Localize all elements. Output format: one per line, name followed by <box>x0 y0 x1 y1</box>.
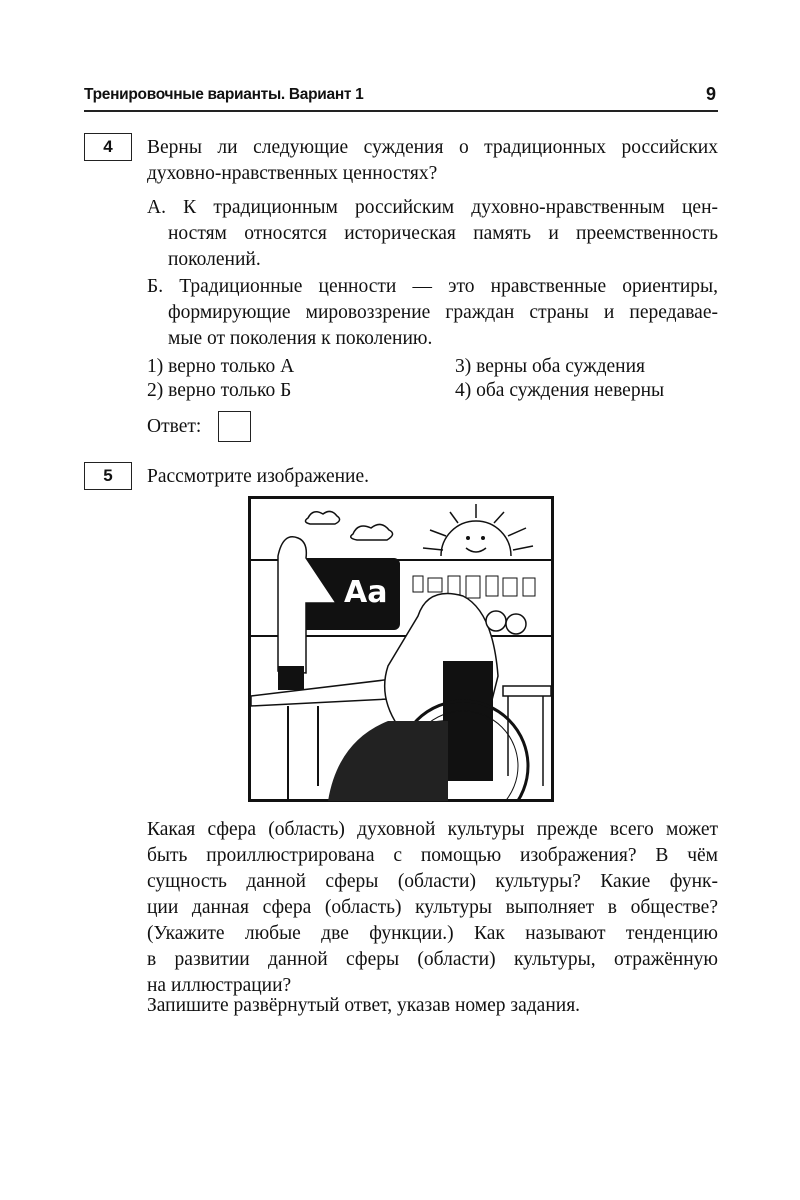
q4-question-line: Верны ли следующие суждения о традиционных российских <box>147 137 718 158</box>
statement-b-line: формирующие мировоззрение граждан страны и передавае- <box>168 302 718 323</box>
q5-text-line: (Укажите любые две функции.) Как называют тенденцию <box>147 923 718 944</box>
question-number-4: 4 <box>84 133 132 161</box>
q5-prompt: Рассмотрите изображение. <box>147 466 370 487</box>
statement-a-line: поколений. <box>168 249 261 270</box>
q5-text-line: быть проиллюстрирована с помощью изображения? В чём <box>147 845 718 866</box>
answer-option-2: 2) верно только Б <box>147 380 292 401</box>
answer-option-3: 3) верны оба суждения <box>455 356 646 377</box>
q5-text-line: Какая сфера (область) духовной культуры прежде всего может <box>147 819 718 840</box>
header-rule <box>84 110 718 112</box>
question-number-5: 5 <box>84 462 132 490</box>
answer-box[interactable] <box>218 411 251 442</box>
q5-text-line: в развитии данной сферы (области) культуры, отражённую <box>147 949 718 970</box>
running-header: Тренировочные варианты. Вариант 1 <box>84 86 364 103</box>
answer-label: Ответ: <box>147 416 202 437</box>
statement-b-line: мые от поколения к поколению. <box>168 328 433 349</box>
q5-instruction: Запишите развёрнутый ответ, указав номер задания. <box>147 995 581 1016</box>
q5-text-line: на иллюстрации? <box>147 975 292 996</box>
classroom-illustration <box>248 496 554 802</box>
answer-option-4: 4) оба суждения неверны <box>455 380 665 401</box>
blackboard-lettering: Aa <box>344 575 388 610</box>
statement-a-line: А. К традиционным российским духовно-нравственным цен- <box>147 197 718 218</box>
q5-text-line: сущность данной сферы (области) культуры? Какие функ- <box>147 871 718 892</box>
page-number: 9 <box>705 84 716 104</box>
q4-question-line: духовно-нравственных ценностях? <box>147 163 438 184</box>
statement-b-line: Б. Традиционные ценности — это нравственные ориентиры, <box>147 276 718 297</box>
q5-text-line: ции данная сфера (область) культуры выполняет в обществе? <box>147 897 718 918</box>
statement-a-line: ностям относятся историческая память и преемственность <box>168 223 718 244</box>
answer-option-1: 1) верно только А <box>147 356 295 377</box>
